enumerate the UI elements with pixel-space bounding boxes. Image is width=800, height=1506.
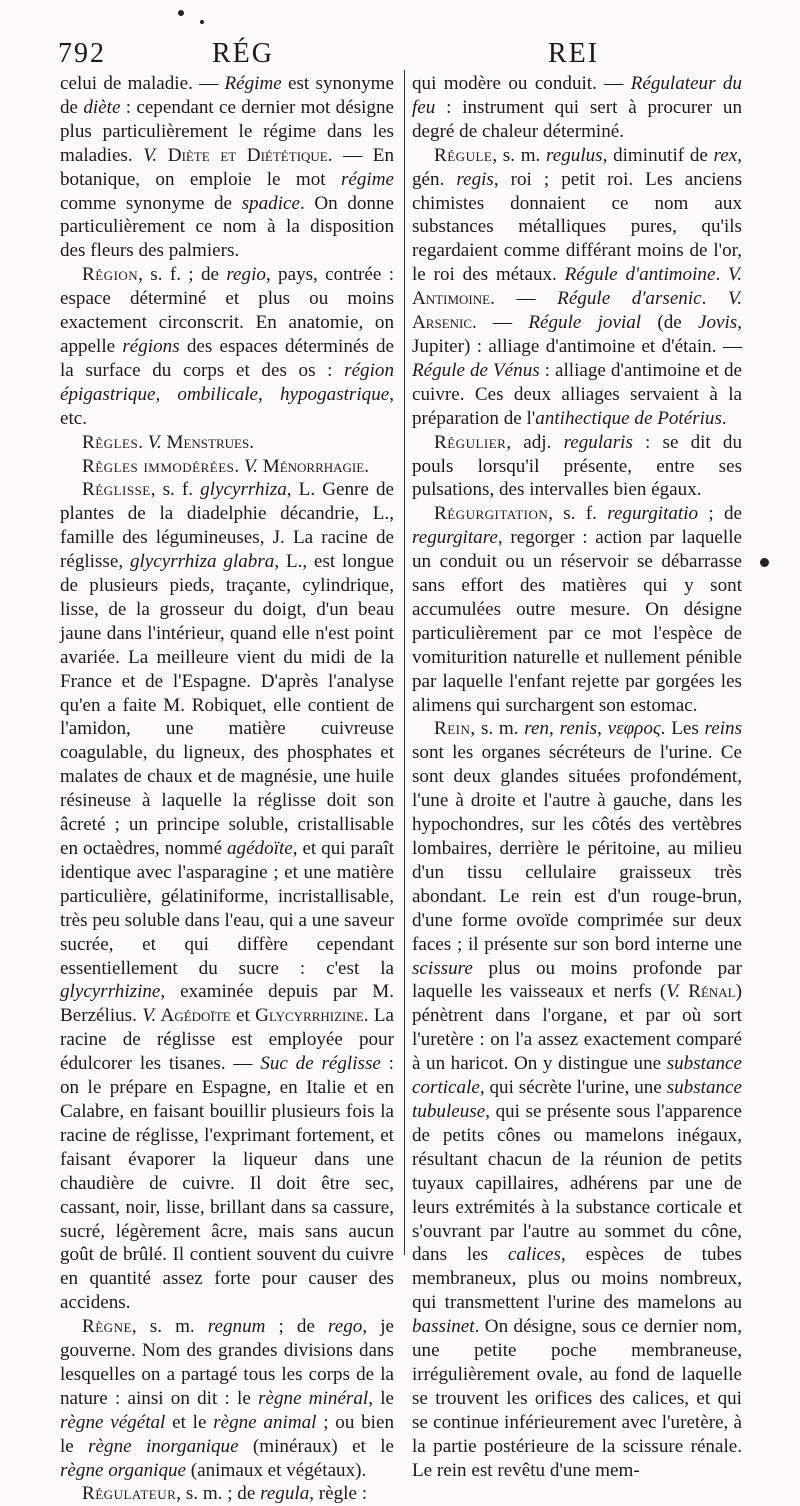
entry-text: celui de maladie. — xyxy=(60,73,225,94)
entry-headword: Rein xyxy=(434,718,471,740)
entry-text: ) pénètrent dans l'organe, et par où sort l'uretère : on l'a assez exactement comparé à un haricot. On y distingue une xyxy=(412,981,742,1075)
entry-text: : se dit du pouls lorsqu'il présente, entre ses pulsations, des intervalles bien égaux. xyxy=(412,431,743,501)
ink-blot xyxy=(760,558,769,567)
cross-reference: Antimoine xyxy=(412,288,491,310)
entry-text: (minéraux) et le xyxy=(238,1435,394,1457)
italic-text: V. xyxy=(142,1005,157,1027)
column-divider xyxy=(404,70,405,1255)
italic-text: rego xyxy=(328,1316,363,1338)
italic-text: Régule d'antimoine xyxy=(564,264,716,286)
entry-text: , gén. xyxy=(412,144,742,190)
cross-reference: Arsenic xyxy=(412,312,473,334)
entry-text: . xyxy=(715,264,729,286)
entry-text: sont les organes sécréteurs de l'urine. Ce sont deux glandes situées profondément, l'une à droite et l'autre à gauche, dans les hypochondres, sur les côtés des vertèbres lombaires, derrière le péritoine, au milieu d'un tissu cellulaire graisseux très abondant. Le rein est d'un rouge-brun, d'une forme ovoïde comprimée sur deux faces ; il présente sur son bord interne une xyxy=(412,742,742,955)
italic-text: glycyrrhiza xyxy=(200,479,287,501)
italic-text: régions xyxy=(122,335,180,357)
entry-text: . — xyxy=(490,288,558,310)
dictionary-entry xyxy=(60,455,394,479)
page-number: 792 xyxy=(58,38,106,69)
entry-headword: Régule xyxy=(434,144,493,166)
entry-text: , xyxy=(549,718,560,740)
entry-text: (animaux et végétaux). xyxy=(186,1459,367,1481)
italic-text: regula xyxy=(260,1483,310,1505)
cross-reference: Ménorrhagie xyxy=(257,455,365,477)
entry-text: , xyxy=(597,718,608,740)
italic-text: règne animal xyxy=(213,1411,317,1433)
entry-text: . xyxy=(138,431,148,453)
italic-text: diète xyxy=(83,96,121,118)
italic-text: V. xyxy=(147,431,162,453)
right-column xyxy=(412,72,742,1482)
dictionary-entry xyxy=(412,431,742,503)
italic-text: νεφρος xyxy=(607,718,661,740)
ink-blot xyxy=(200,20,204,24)
entry-text: , etc. xyxy=(60,383,395,429)
entry-text: . — xyxy=(472,312,529,334)
italic-text: bassinet xyxy=(412,1316,475,1338)
italic-text: règne minéral xyxy=(258,1387,369,1409)
dictionary-entry xyxy=(60,1482,394,1506)
entry-text: , je gouverne. Nom des grandes divisions dans lesquelles on a partagé tous les corps de la nature : ainsi on dit : le xyxy=(60,1316,394,1409)
italic-text: regulus xyxy=(546,144,603,166)
entry-headword: Réglisse xyxy=(82,479,151,501)
entry-text: est synonyme de xyxy=(60,73,394,118)
italic-text: V. xyxy=(666,981,681,1003)
italic-text: ren xyxy=(524,718,550,740)
italic-text: regis xyxy=(456,168,494,190)
entry-text: , regorger : action par laquelle un conduit ou un réservoir se débarrasse sans effort des matières qui y sont accumulées outre mesure. On désigne particulièrement par ce mot l'espèce de vomiturition naturelle et nullement pénible par laquelle l'enfant rejette par gorgées les alimens qui surchargent son estomac. xyxy=(412,527,742,716)
italic-text: agédoïte xyxy=(226,838,293,859)
entry-text: , roi ; petit roi. Les anciens chimistes donnaient ce nom aux substances métalliques pures, qu'ils regardaient comme différant moins de l'or, le roi des métaux. xyxy=(412,168,743,286)
italic-text: regularis xyxy=(563,431,633,453)
entry-text: , s. m. xyxy=(470,718,525,740)
italic-text: V. xyxy=(728,288,742,310)
running-head-right: REI xyxy=(548,38,600,69)
entry-text: . La racine de réglisse est employée pour édulcorer les tisanes. — xyxy=(60,1005,394,1075)
entry-text: , Jupiter) : alliage d'antimoine et d'étain. — xyxy=(412,312,742,357)
entry-text: ; de xyxy=(265,1316,329,1338)
entry-text: : on le prépare en Espagne, en Italie et en Calabre, en faisant bouillir plusieurs fois la racine de réglisse, l'exprimant fortement, et faisant évaporer la liqueur dans une chaudière de cuivre. Il doit être sec, cassant, noir, lisse, brillant dans sa cassure, sucré, légèrement âcre, mais sans aucun goût de brûlé. Il contient souvent du cuivre en quantité assez forte pour causer des accidens. xyxy=(60,1053,394,1314)
entry-text: , L., est longue de plusieurs pieds, traçante, cylindrique, lisse, de la grosseur du doigt, d'un beau jaune dans l'intérieur, quand elle n'est point avariée. La meilleure vient du midi de la France et de l'Espagne. D'après l'analyse qu'en a faite M. Robiquet, elle contient de l'amidon, une matière cuivreuse coagulable, du ligneux, des phosphates et malates de chaux et de magnésie, une huile résineuse à laquelle la réglisse doit son âcreté ; un principe soluble, cristallisable en octaèdres, nommé xyxy=(60,551,394,859)
entry-text: , diminutif de xyxy=(602,144,714,166)
italic-text: spadice xyxy=(241,192,300,214)
entry-text: ; de xyxy=(698,503,742,525)
italic-text: regurgitatio xyxy=(607,503,699,525)
entry-headword: Régulateur xyxy=(82,1483,177,1505)
entry-headword: Règles immodérées xyxy=(82,455,235,477)
italic-text: Régime xyxy=(224,73,282,94)
italic-text: rex xyxy=(713,144,738,166)
italic-text: substance corticale xyxy=(412,1053,742,1099)
entry-text: . On désigne, sous ce dernier nom, une petite poche membraneuse, irrégulièrement ovale, au fond de laquelle se trouvent les orifices des calices, et qui se continue inférieurement avec l'uretère, à la partie postérieure de la scissure rénale. Le rein est revêtu d'une mem- xyxy=(412,1316,742,1481)
dictionary-entry xyxy=(412,144,742,431)
italic-text: règne organique xyxy=(60,1459,187,1481)
cross-reference: Agédoïte xyxy=(156,1005,231,1027)
entry-text: , s. m. ; de xyxy=(176,1483,261,1505)
italic-text: Suc de réglisse xyxy=(260,1053,381,1075)
italic-text: Régule d'arsenic xyxy=(557,288,702,310)
entry-text: , et qui paraît identique avec l'asparagine ; et une matière particulière, gélatiniforme, incristallisable, très peu soluble dans l'eau, qui a une saveur sucrée, et qui diffère cependant essentiellement du sucre : c'est la xyxy=(60,838,394,979)
entry-text: ; ou bien le xyxy=(60,1411,395,1457)
italic-text: regio xyxy=(226,264,266,286)
italic-text: substance tubuleuse xyxy=(412,1077,742,1122)
italic-text: régime xyxy=(340,168,394,190)
continued-paragraph xyxy=(412,72,742,144)
italic-text: regurgitare xyxy=(412,527,498,549)
entry-text: , règle : xyxy=(309,1483,368,1505)
dictionary-entry xyxy=(60,263,394,430)
entry-text: , s. f. xyxy=(548,503,608,525)
entry-text: . xyxy=(249,431,254,453)
entry-text: comme synonyme de xyxy=(60,192,242,214)
italic-text: règne végétal xyxy=(60,1411,166,1433)
entry-text: , examinée depuis par M. Berzélius. xyxy=(60,981,394,1027)
dictionary-entry xyxy=(60,431,394,455)
entry-text: : instrument qui sert à procurer un degré de chaleur déterminé. xyxy=(412,96,742,142)
dictionary-entry xyxy=(412,502,742,717)
entry-text: : cependant ce dernier mot désigne plus particulièrement le régime dans les maladies. xyxy=(60,96,394,166)
entry-text: , s. m. xyxy=(492,144,547,166)
entry-text: . xyxy=(701,288,729,310)
entry-text: , espèces de tubes membraneux, plus ou moins nombreux, qui transmettent l'urine des mamelons au xyxy=(412,1244,742,1314)
italic-text: V. xyxy=(243,455,258,477)
entry-text: . xyxy=(721,407,727,429)
italic-text: Régulateur du feu xyxy=(412,73,742,118)
ink-blot xyxy=(178,10,184,16)
entry-headword: Règne xyxy=(82,1316,132,1338)
cross-reference: Menstrues xyxy=(161,431,250,453)
entry-text: . Les xyxy=(660,718,705,740)
entry-text: , le xyxy=(368,1387,395,1409)
italic-text: région épigastrique xyxy=(60,359,394,405)
entry-text: , s. f. xyxy=(150,479,201,501)
italic-text: ombilicale xyxy=(177,383,259,405)
italic-text: Régule de Vénus xyxy=(412,359,540,381)
cross-reference: Diète et Diététique xyxy=(157,144,328,166)
italic-text: Jovis xyxy=(697,312,738,334)
entry-text: des espaces déterminés de la surface du corps et des os : xyxy=(60,335,394,381)
entry-text: , qui se présente sous l'apparence de petits cônes ou mamelons inégaux, résultant chacun de la réunion de petits tuyaux capillaires, adhérens par une de leurs extrémités à la substance corticale et s'ouvrant par l'autre au sommet du cône, dans les xyxy=(412,1100,742,1266)
italic-text: reins xyxy=(704,718,743,740)
entry-headword: Région xyxy=(82,264,139,286)
entry-text: . xyxy=(234,455,244,477)
italic-text: glycyrrhiza glabra xyxy=(129,551,275,573)
entry-text: , pays, contrée : espace déterminé et plus ou moins exactement circonscrit. En anatomie, on appelle xyxy=(60,264,394,357)
italic-text: V. xyxy=(728,264,742,286)
entry-text: (de xyxy=(641,312,698,334)
entry-text: . — En botanique, on emploie le mot xyxy=(60,144,395,190)
entry-text: . xyxy=(364,455,369,477)
running-head-left: RÉG xyxy=(212,38,274,69)
entry-text: , qui sécrète l'urine, une xyxy=(479,1077,667,1099)
italic-text: V. xyxy=(143,144,158,166)
italic-text: renis xyxy=(559,718,598,740)
italic-text: glycyrrhizine xyxy=(60,981,161,1003)
entry-headword: Règles xyxy=(82,431,139,453)
dictionary-entry xyxy=(60,478,394,1315)
italic-text: antihectique de Potérius xyxy=(535,407,722,429)
entry-text: et xyxy=(230,1005,256,1027)
entry-text: , xyxy=(155,383,178,405)
italic-text: regnum xyxy=(207,1316,266,1338)
entry-text: : alliage d'antimoine et de cuivre. Ces deux alliages servaient à la préparation de l' xyxy=(412,359,742,429)
italic-text: calices xyxy=(507,1244,561,1266)
entry-text: qui modère ou conduit. — xyxy=(412,73,631,94)
entry-text: , s. m. xyxy=(131,1316,208,1338)
dictionary-entry xyxy=(60,1315,394,1482)
italic-text: hypogastrique xyxy=(279,383,390,405)
entry-text: et le xyxy=(165,1411,214,1433)
cross-reference: Rénal xyxy=(680,981,736,1003)
italic-text: règne inorganique xyxy=(88,1435,239,1457)
entry-text: plus ou moins profonde par laquelle les vaisseaux et nerfs ( xyxy=(412,957,742,1003)
entry-text: , s. f. ; de xyxy=(138,264,227,286)
italic-text: Régule jovial xyxy=(528,312,642,334)
entry-text: , adj. xyxy=(506,431,564,453)
left-column xyxy=(60,72,394,1506)
cross-reference: Glycyrrhizine xyxy=(255,1005,364,1027)
continued-paragraph xyxy=(60,72,394,263)
dictionary-entry xyxy=(412,717,742,1482)
entry-text: , xyxy=(258,383,280,405)
entry-headword: Régurgitation xyxy=(434,503,549,525)
italic-text: scissure xyxy=(412,957,473,979)
entry-text: , L. Genre de plantes de la diadelphie décandrie, L., famille des légumineuses, J. La racine de réglisse, xyxy=(60,479,394,573)
entry-text: . On donne particulièrement ce nom à la disposition des fleurs des palmiers. xyxy=(60,192,394,262)
entry-headword: Régulier xyxy=(434,431,507,453)
